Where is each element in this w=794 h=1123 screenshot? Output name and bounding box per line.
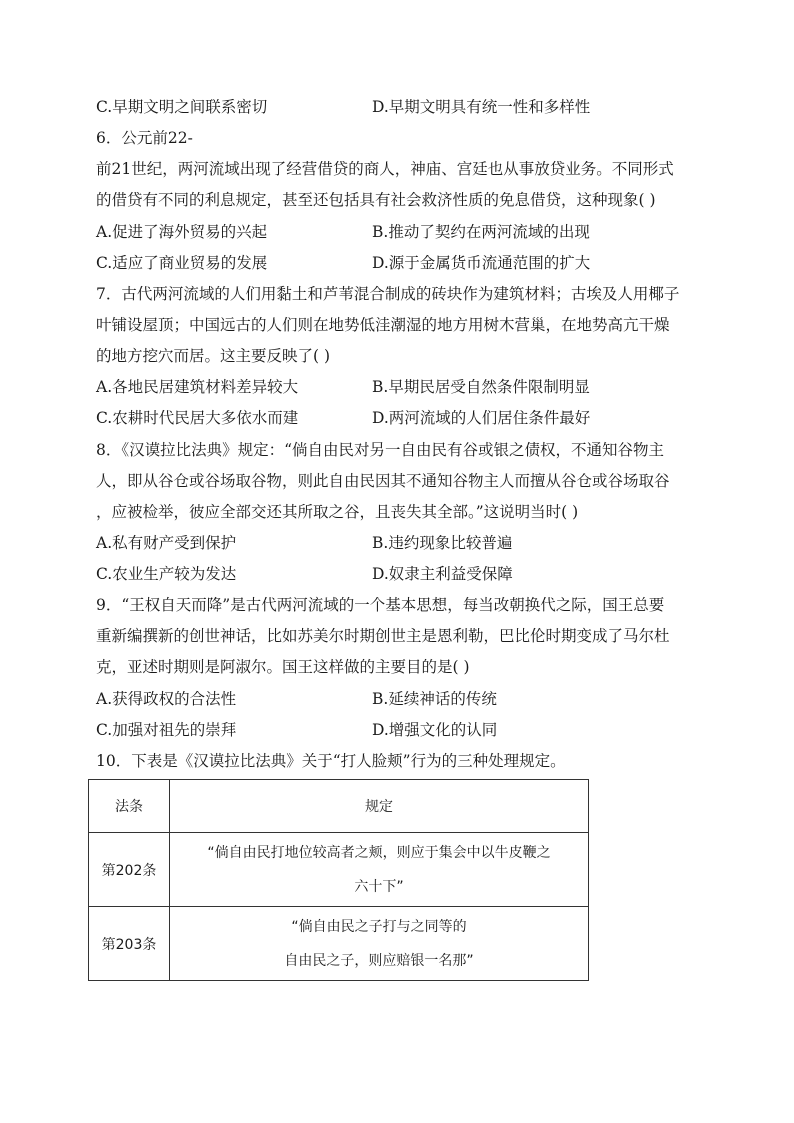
q7-stem-line-1: 7．古代两河流域的人们用黏土和芦苇混合制成的砖块作为建筑材料；古埃及人用椰子 bbox=[96, 285, 680, 303]
table-cell-article: 第203条 bbox=[89, 907, 170, 981]
table-cell-article: 第202条 bbox=[89, 833, 170, 907]
q6-stem-line-2: 前21世纪，两河流域出现了经营借贷的商人，神庙、宫廷也从事放贷业务。不同形式 bbox=[96, 160, 674, 178]
q9-option-a: A.获得政权的合法性 bbox=[96, 690, 237, 708]
q8-option-a: A.私有财产受到保护 bbox=[96, 534, 237, 552]
q7-option-b: B.早期民居受自然条件限制明显 bbox=[372, 378, 590, 396]
q6-stem-line-3: 的借贷有不同的利息规定，甚至还包括具有社会救济性质的免息借贷，这种现象( ) bbox=[96, 191, 656, 209]
table-cell-rule bbox=[170, 833, 589, 907]
table-header-row bbox=[89, 780, 589, 833]
q9-stem-line-2: 重新编撰新的创世神话，比如苏美尔时期创世主是恩利勒，巴比伦时期变成了马尔杜 bbox=[96, 627, 670, 645]
q8-option-d: D.奴隶主利益受保障 bbox=[372, 565, 513, 583]
table-row bbox=[89, 833, 589, 907]
q7-option-c: C.农耕时代民居大多依水而建 bbox=[96, 409, 299, 427]
q7-stem-line-2: 叶铺设屋顶；中国远古的人们则在地势低洼潮湿的地方用树木营巢，在地势高亢干燥 bbox=[96, 316, 670, 334]
q9-stem-line-1: 9．“王权自天而降”是古代两河流域的一个基本思想，每当改朝换代之际，国王总要 bbox=[96, 596, 665, 614]
q6-option-d: D.源于金属货币流通范围的扩大 bbox=[372, 254, 591, 272]
rule-text-line: 六十下” bbox=[354, 878, 404, 895]
q10-stem: 10．下表是《汉谟拉比法典》关于“打人脸颊”行为的三种处理规定。 bbox=[96, 752, 566, 770]
q9-option-c: C.加强对祖先的崇拜 bbox=[96, 721, 237, 739]
q8-stem-line-2: 人，即从谷仓或谷场取谷物，则此自由民因其不通知谷物主人而擅从谷仓或谷场取谷 bbox=[96, 472, 670, 490]
table-row bbox=[89, 907, 589, 981]
q9-stem-line-3: 克，亚述时期则是阿淑尔。国王这样做的主要目的是( ) bbox=[96, 658, 470, 676]
q9-option-d: D.增强文化的认同 bbox=[372, 721, 498, 739]
q6-option-a: A.促进了海外贸易的兴起 bbox=[96, 223, 268, 241]
q7-stem-line-3: 的地方挖穴而居。这主要反映了( ) bbox=[96, 347, 331, 365]
law-table bbox=[88, 779, 589, 981]
q5-option-c: C.早期文明之间联系密切 bbox=[96, 98, 268, 116]
q8-option-c: C.农业生产较为发达 bbox=[96, 565, 237, 583]
rule-text-line: “倘自由民打地位较高者之颊，则应于集会中以牛皮鞭之 bbox=[207, 844, 551, 861]
q9-option-b: B.延续神话的传统 bbox=[372, 690, 497, 708]
q6-option-c: C.适应了商业贸易的发展 bbox=[96, 254, 268, 272]
q6-stem-line-1: 6．公元前22- bbox=[96, 129, 193, 147]
q8-option-b: B.违约现象比较普遍 bbox=[372, 534, 513, 552]
table-header-rule: 规定 bbox=[170, 780, 589, 833]
table-header-article: 法条 bbox=[89, 780, 170, 833]
q5-option-d: D.早期文明具有统一性和多样性 bbox=[372, 98, 591, 116]
rule-text-line: “倘自由民之子打与之同等的 bbox=[291, 918, 467, 935]
q8-stem-line-1: 8．《汉谟拉比法典》规定：“倘自由民对另一自由民有谷或银之债权，不通知谷物主 bbox=[96, 441, 665, 459]
table-cell-rule bbox=[170, 907, 589, 981]
q6-option-b: B.推动了契约在两河流域的出现 bbox=[372, 223, 590, 241]
q7-option-d: D.两河流域的人们居住条件最好 bbox=[372, 409, 591, 427]
q7-option-a: A.各地民居建筑材料差异较大 bbox=[96, 378, 299, 396]
rule-text-line: 自由民之子，则应赔银一名那” bbox=[284, 952, 474, 969]
q8-stem-line-3: ，应被检举，彼应全部交还其所取之谷，且丧失其全部。”这说明当时( ) bbox=[96, 503, 579, 521]
